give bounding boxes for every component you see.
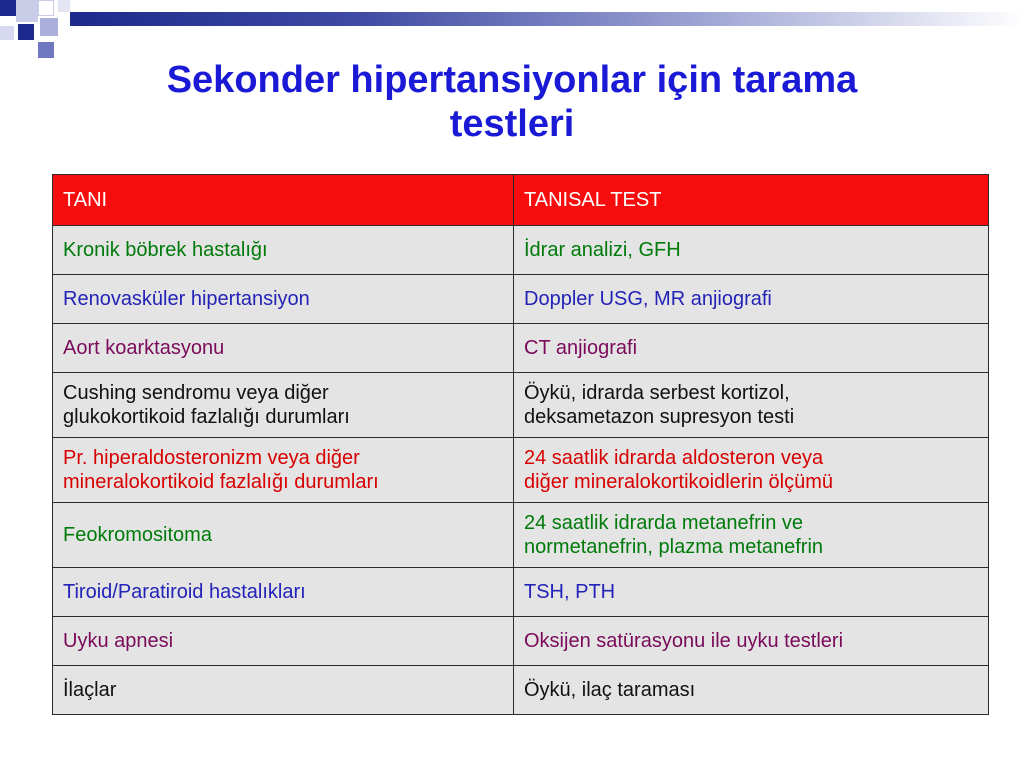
- test-line-1: 24 saatlik idrarda aldosteron veya: [524, 447, 824, 469]
- table-row: [53, 568, 989, 617]
- test-line-2: diğer mineralokortikoidlerin ölçümü: [524, 471, 834, 493]
- table-row: [53, 617, 989, 666]
- diagnosis-cell: [53, 438, 514, 503]
- diagnosis-line-2: glukokortikoid fazlalığı durumları: [63, 406, 350, 428]
- test-cell: Doppler USG, MR anjiografi: [514, 275, 989, 324]
- slide-title-line-1: Sekonder hipertansiyonlar için tarama: [166, 59, 858, 101]
- test-line-2: normetanefrin, plazma metanefrin: [524, 536, 824, 558]
- test-cell: [514, 503, 989, 568]
- table-row: [53, 438, 989, 503]
- decorative-square: [38, 42, 54, 58]
- decorative-square: [0, 26, 14, 40]
- diagnosis-cell: Renovasküler hipertansiyon: [53, 275, 514, 324]
- decorative-square: [38, 0, 54, 16]
- decorative-square: [58, 0, 70, 12]
- screening-tests-table: [52, 174, 989, 715]
- test-cell: İdrar analizi, GFH: [514, 226, 989, 275]
- diagnosis-cell: Tiroid/Paratiroid hastalıkları: [53, 568, 514, 617]
- table-row: [53, 373, 989, 438]
- header-decoration: [0, 0, 1024, 60]
- decorative-square: [16, 0, 38, 22]
- diagnosis-cell: Aort koarktasyonu: [53, 324, 514, 373]
- decorative-square: [0, 0, 16, 16]
- diagnosis-cell: [53, 373, 514, 438]
- test-cell: CT anjiografi: [514, 324, 989, 373]
- test-cell: TSH, PTH: [514, 568, 989, 617]
- diagnosis-cell: Kronik böbrek hastalığı: [53, 226, 514, 275]
- test-cell: Öykü, ilaç taraması: [514, 666, 989, 715]
- slide-title-line-2: testleri: [449, 103, 575, 145]
- test-cell: [514, 438, 989, 503]
- test-line-1: Öykü, idrarda serbest kortizol,: [524, 382, 790, 404]
- header-cell-test: TANISAL TEST: [514, 175, 989, 226]
- table-row: [53, 324, 989, 373]
- test-line-2: deksametazon supresyon testi: [524, 406, 795, 428]
- table-row: [53, 503, 989, 568]
- decorative-square: [18, 24, 34, 40]
- diagnosis-cell: Feokromositoma: [53, 503, 514, 568]
- header-cell-diagnosis: TANI: [53, 175, 514, 226]
- slide-title: [0, 58, 1024, 146]
- diagnosis-line-1: Pr. hiperaldosteronizm veya diğer: [63, 447, 360, 469]
- table-row: [53, 275, 989, 324]
- table-row: [53, 666, 989, 715]
- diagnosis-line-1: Cushing sendromu veya diğer: [63, 382, 329, 404]
- test-line-1: 24 saatlik idrarda metanefrin ve: [524, 512, 804, 534]
- test-cell: Oksijen satürasyonu ile uyku testleri: [514, 617, 989, 666]
- decorative-square: [40, 18, 58, 36]
- test-cell: [514, 373, 989, 438]
- diagnosis-cell: İlaçlar: [53, 666, 514, 715]
- header-gradient-bar: [70, 12, 1024, 26]
- table-row: [53, 226, 989, 275]
- diagnosis-line-2: mineralokortikoid fazlalığı durumları: [63, 471, 379, 493]
- diagnosis-cell: Uyku apnesi: [53, 617, 514, 666]
- table-header-row: [53, 175, 989, 226]
